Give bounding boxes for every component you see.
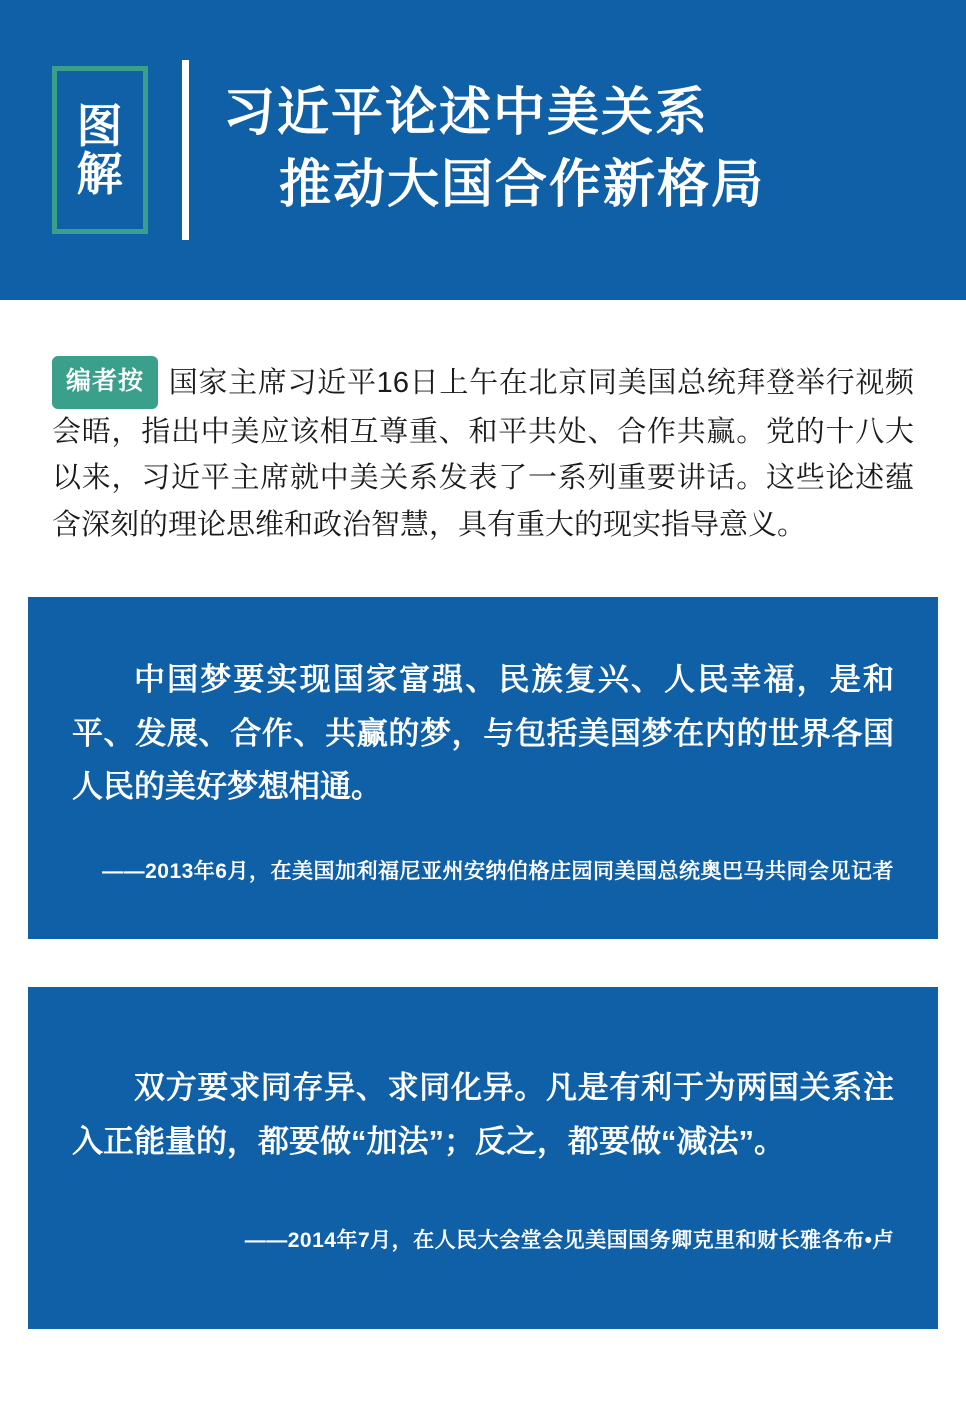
quote-card (28, 987, 938, 1329)
header-divider (182, 60, 189, 240)
quote-text: 双方要求同存异、求同化异。凡是有利于为两国关系注入正能量的，都要做“加法”；反之，都要做“减法”。 (72, 1070, 894, 1159)
header-badge (52, 66, 148, 234)
quote-source: ——2014年7月，在人民大会堂会见美国国务卿克里和财长雅各布•卢 (244, 1229, 894, 1253)
page-title-line1: 习近平论述中美关系 (223, 84, 710, 143)
page-header (0, 0, 966, 300)
quote-source: ——2013年6月，在美国加利福尼亚州安纳伯格庄园同美国总统奥巴马共同会见记者 (102, 860, 894, 884)
quote-card (28, 597, 938, 939)
header-badge-line2: 解 (76, 148, 124, 200)
page-title (223, 78, 765, 222)
intro-text: 国家主席习近平16日上午在北京同美国总统拜登举行视频会晤，指出中美应该相互尊重、和平共处、合作共赢。党的十八大以来，习近平主席就中美关系发表了一系列重要讲话。这些论述蕴含深刻的理论思维和政治智慧，具有重大的现实指导意义。 (52, 367, 914, 542)
editor-note-badge: 编者按 (52, 356, 158, 409)
header-badge-line1: 图 (76, 99, 124, 152)
intro-paragraph (0, 300, 966, 549)
quote-text: 中国梦要实现国家富强、民族复兴、人民幸福，是和平、发展、合作、共赢的梦，与包括美国梦在内的世界各国人民的美好梦想相通。 (72, 662, 894, 805)
page-title-line2: 推动大国合作新格局 (279, 156, 766, 214)
